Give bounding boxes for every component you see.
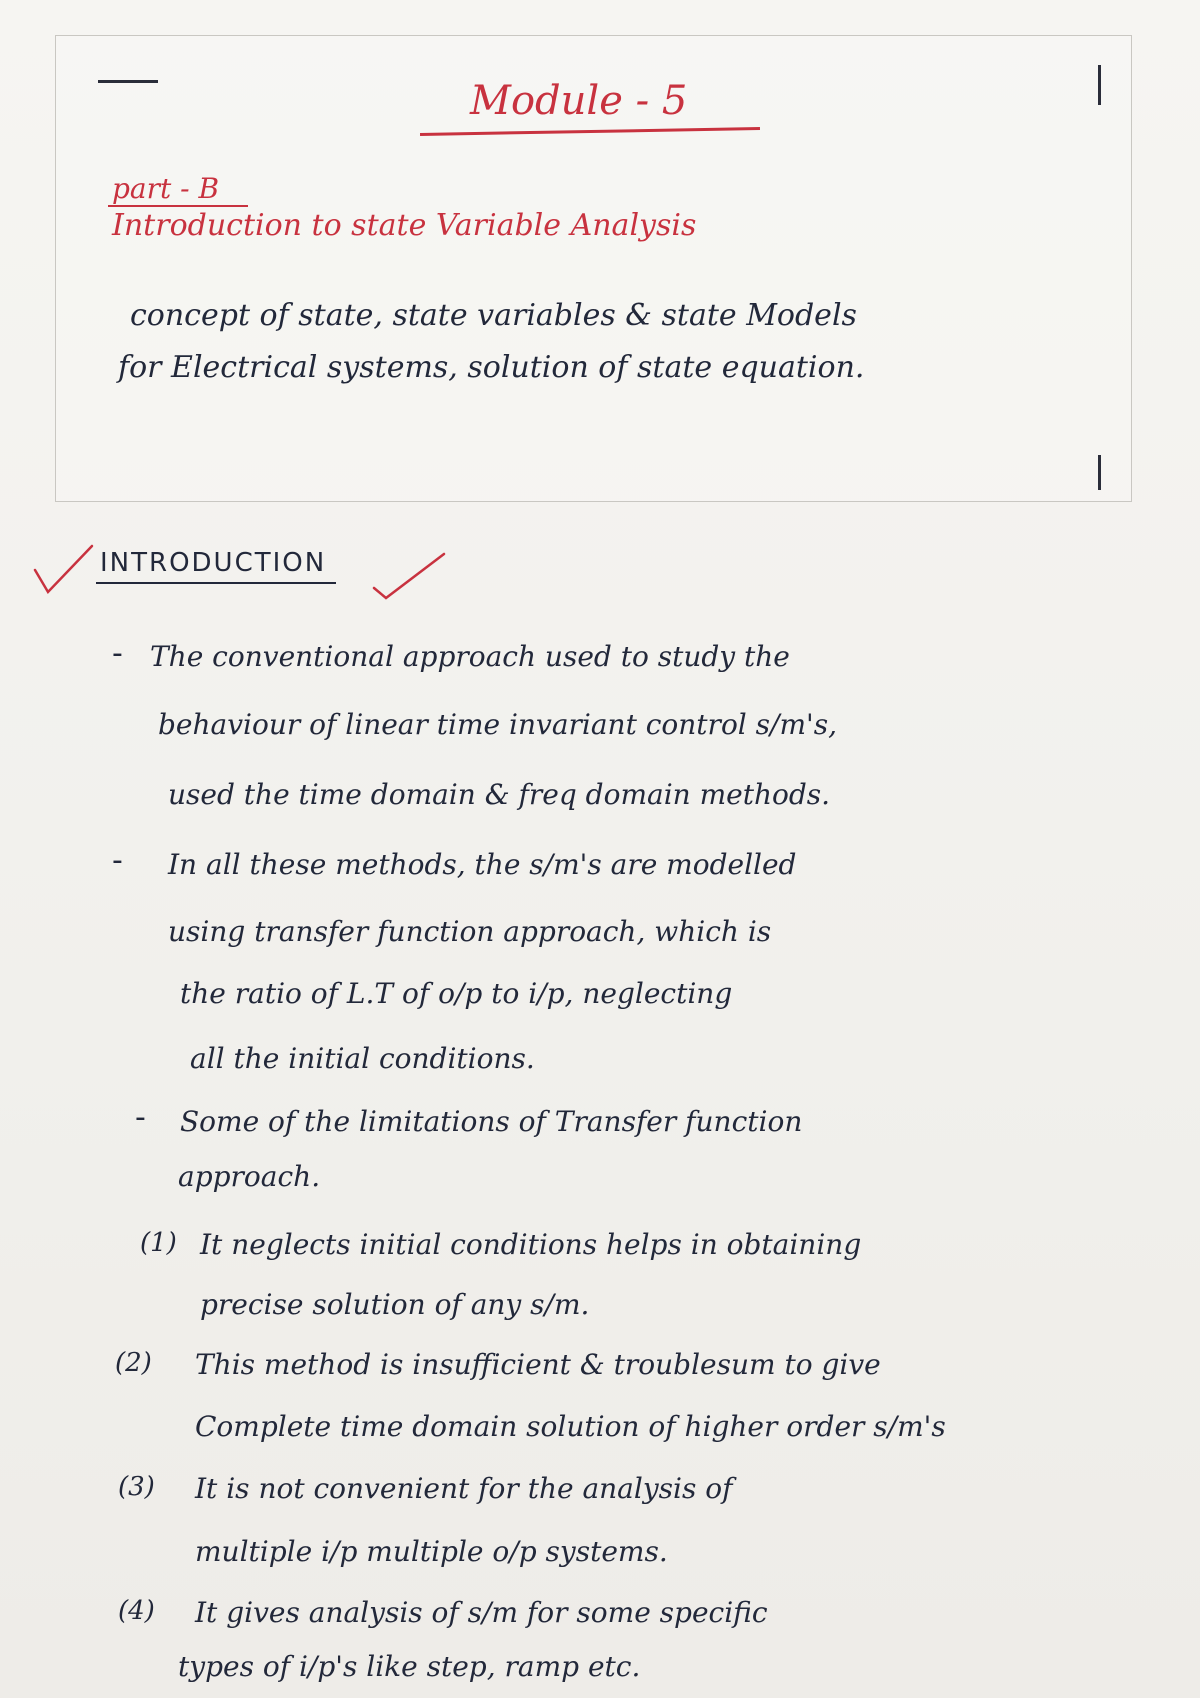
list-item-line: It gives analysis of s/m for some specific [195,1596,768,1629]
item-number: (3) [118,1472,155,1502]
item-number: (1) [140,1228,177,1258]
item-number: (2) [115,1348,152,1378]
paragraph-line: Some of the limitations of Transfer function [180,1105,803,1138]
part-underline [108,205,248,207]
item-number: (4) [118,1596,155,1626]
module-title: Module - 5 [470,78,688,124]
section-title: Introduction to state Variable Analysis [112,208,697,243]
list-item-line: multiple i/p multiple o/p systems. [195,1535,668,1568]
concept-line: concept of state, state variables & state Models [130,298,857,333]
list-item-line: This method is insufficient & troublesum to give [195,1348,881,1381]
list-item-line: Complete time domain solution of higher order s/m's [195,1410,946,1443]
paragraph-line: The conventional approach used to study the [150,640,790,673]
heading-underline [96,582,336,584]
checkmark-icon [370,548,450,608]
list-item-line: types of i/p's like step, ramp etc. [178,1650,641,1683]
list-item-line: precise solution of any s/m. [200,1288,590,1321]
paragraph-line: used the time domain & freq domain methods. [168,778,831,811]
margin-mark [1098,65,1101,105]
checkmark-icon [30,540,100,600]
paragraph-line: using transfer function approach, which is [168,915,772,948]
list-item-line: It is not convenient for the analysis of [195,1472,733,1505]
margin-mark [98,80,158,83]
bullet-dash: - [112,843,123,878]
list-item-line: It neglects initial conditions helps in obtaining [200,1228,862,1261]
concept-line: for Electrical systems, solution of state equation. [118,350,865,385]
paragraph-line: all the initial conditions. [190,1042,535,1075]
bullet-dash: - [135,1100,146,1135]
bullet-dash: - [112,636,123,671]
intro-heading: INTRODUCTION [100,548,327,578]
paragraph-line: behaviour of linear time invariant control s/m's, [158,708,837,741]
paragraph-line: approach. [178,1160,321,1193]
paragraph-line: In all these methods, the s/m's are modelled [168,848,797,881]
part-label: part - B [112,172,220,205]
paragraph-line: the ratio of L.T of o/p to i/p, neglecting [180,977,733,1010]
margin-mark [1098,455,1101,490]
